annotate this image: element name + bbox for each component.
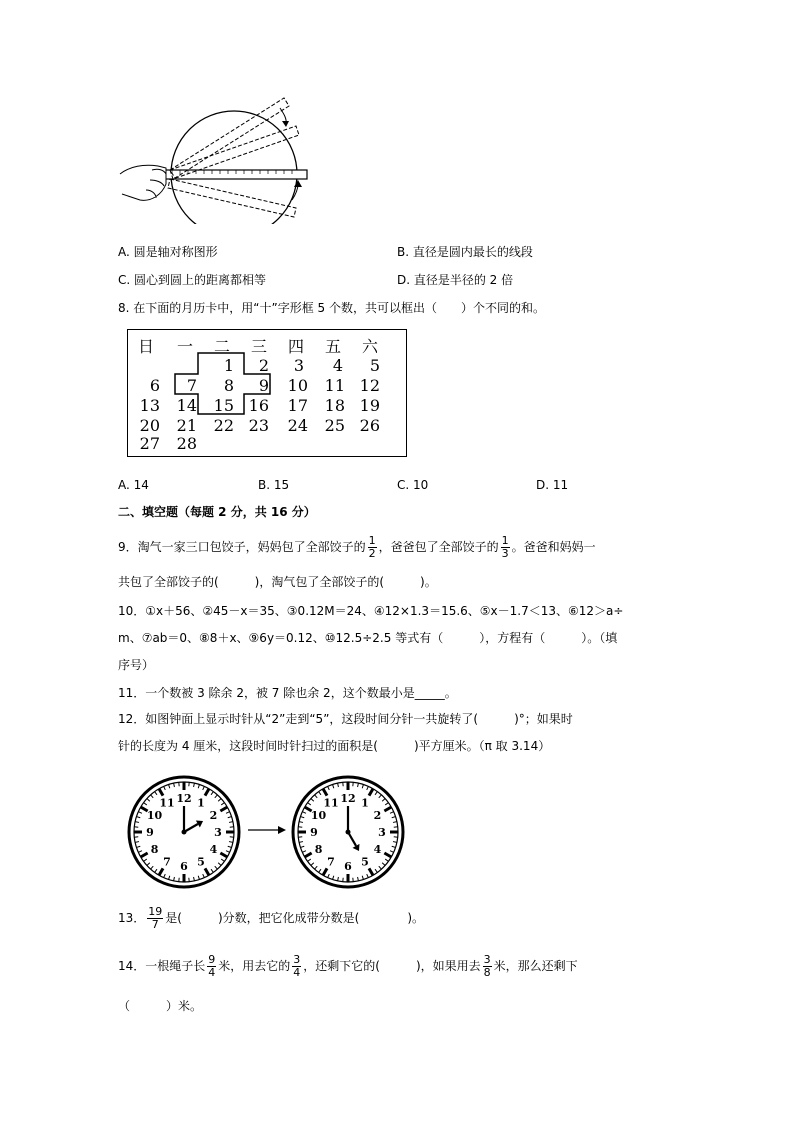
clock-number: 2 xyxy=(373,809,382,822)
q7-option-c: C. 圆心到圆上的距离都相等 xyxy=(118,273,267,287)
q11-question: 11．一个数被 3 除余 2，被 7 除也余 2，这个数最小是_____。 xyxy=(118,686,457,700)
calendar-day: 21 xyxy=(176,416,197,435)
calendar-header-sun: 日 xyxy=(137,337,154,356)
calendar-day: 7 xyxy=(186,376,197,395)
fraction-denominator: 7 xyxy=(151,918,159,931)
calendar-day: 8 xyxy=(223,376,234,395)
calendar-header-wed: 三 xyxy=(250,337,267,356)
calendar-day: 24 xyxy=(287,416,308,435)
clock-number: 11 xyxy=(159,796,175,810)
calendar-day: 20 xyxy=(139,416,160,435)
clock-number: 9 xyxy=(146,826,154,839)
q14-text-part3: ，还剩下它的( )，如果用去 xyxy=(303,959,481,973)
calendar-day: 22 xyxy=(213,416,234,435)
q13-label: 13． xyxy=(118,911,146,925)
fraction xyxy=(147,906,163,931)
fraction xyxy=(292,954,301,979)
clock-face-5oclock xyxy=(290,774,406,890)
clock-center xyxy=(346,830,351,835)
calendar-day: 26 xyxy=(359,416,380,435)
clock-number: 2 xyxy=(209,809,218,822)
q10-line3: 序号） xyxy=(118,658,155,672)
calendar-day: 12 xyxy=(359,376,380,395)
fraction-denominator: 3 xyxy=(501,547,509,560)
calendar-header-sat: 六 xyxy=(361,337,378,356)
calendar-header-tue: 二 xyxy=(213,337,230,356)
clock-number: 6 xyxy=(180,860,188,873)
clock-number: 9 xyxy=(310,826,318,839)
calendar-header-fri: 五 xyxy=(324,337,341,356)
clock-number: 4 xyxy=(209,843,218,856)
q7-option-a: A. 圆是轴对称图形 xyxy=(118,245,218,259)
q10-line2: m、⑦ab＝0、⑧8＋x、⑨6y＝0.12、⑩12.5÷2.5 等式有（ ），方程有（ ）。（填 xyxy=(118,631,618,645)
clock-number: 12 xyxy=(340,792,356,805)
calendar-day: 4 xyxy=(332,356,343,375)
fraction-denominator: 2 xyxy=(368,547,376,560)
calendar-day: 5 xyxy=(369,356,380,375)
q14-text-part4: 米，那么还剩下 xyxy=(493,959,578,973)
q8-option-c: C. 10 xyxy=(397,478,429,492)
calendar-day: 11 xyxy=(324,376,345,395)
q8-question: 8. 在下面的月历卡中，用“十”字形框 5 个数，共可以框出（ ）个不同的和。 xyxy=(118,301,545,315)
clock-number: 4 xyxy=(373,843,382,856)
q8-option-d: D. 11 xyxy=(536,478,569,492)
clock-number: 7 xyxy=(163,855,171,869)
q9-text-part2: ，爸爸包了全部饺子的 xyxy=(378,540,499,554)
calendar-day: 2 xyxy=(258,356,269,375)
calendar-day: 28 xyxy=(176,434,197,453)
q9-line1 xyxy=(118,535,596,560)
fraction-numerator: 1 xyxy=(501,534,509,547)
clock-number: 5 xyxy=(197,855,205,869)
cross-frame xyxy=(128,330,406,456)
calendar-day: 18 xyxy=(324,396,345,415)
q14-text-part2: 米，用去它的 xyxy=(218,959,291,973)
clock-face-2oclock xyxy=(126,774,242,890)
q8-option-b: B. 15 xyxy=(258,478,290,492)
calendar-day: 9 xyxy=(258,376,269,395)
clock-center xyxy=(182,830,187,835)
clock-number: 1 xyxy=(361,796,369,810)
fraction xyxy=(483,954,492,979)
calendar-day: 27 xyxy=(139,434,160,453)
q12-line2: 针的长度为 4 厘米，这段时间时针扫过的面积是( )平方厘米。（π 取 3.14） xyxy=(118,739,551,753)
clock-number: 10 xyxy=(310,809,327,822)
clock-number: 7 xyxy=(327,855,335,869)
clock-number: 5 xyxy=(361,855,369,869)
fraction xyxy=(207,954,216,979)
clock-number: 3 xyxy=(378,826,386,839)
calendar-day: 1 xyxy=(223,356,234,375)
calendar-day: 6 xyxy=(149,376,160,395)
calendar-day: 14 xyxy=(176,396,197,415)
q14-line2: （ ）米。 xyxy=(118,999,203,1013)
section-title: 二、填空题（每题 2 分，共 16 分） xyxy=(118,505,316,519)
clock-number: 10 xyxy=(146,809,163,822)
calendar-card xyxy=(127,329,407,457)
q12-line1: 12．如图钟面上显示时针从“2”走到“5”，这段时间分针一共旋转了( )°；如果时 xyxy=(118,712,573,726)
q13-question xyxy=(118,906,424,931)
fraction-numerator: 19 xyxy=(148,905,163,918)
fraction-denominator: 4 xyxy=(208,966,216,979)
calendar-header-mon: 一 xyxy=(176,337,193,356)
clock-number: 12 xyxy=(176,792,192,805)
calendar-header-thu: 四 xyxy=(287,337,304,356)
calendar-day: 23 xyxy=(248,416,269,435)
calendar-day: 3 xyxy=(293,356,304,375)
fraction xyxy=(501,535,510,560)
q7-option-d: D. 直径是半径的 2 倍 xyxy=(397,273,514,287)
q7-option-b: B. 直径是圆内最长的线段 xyxy=(397,245,533,259)
calendar-day: 19 xyxy=(359,396,380,415)
clock-number: 1 xyxy=(197,796,205,810)
q14-text-part1: 14．一根绳子长 xyxy=(118,959,206,973)
fraction-numerator: 1 xyxy=(368,534,376,547)
calendar-day: 25 xyxy=(324,416,345,435)
fraction-numerator: 9 xyxy=(208,953,216,966)
q9-text-part1: 9．淘气一家三口包饺子，妈妈包了全部饺子的 xyxy=(118,540,366,554)
calendar-day: 13 xyxy=(139,396,160,415)
q9-text-part3: 。爸爸和妈妈一 xyxy=(511,540,596,554)
calendar-day: 15 xyxy=(213,396,234,415)
q9-line2: 共包了全部饺子的( )，淘气包了全部饺子的( )。 xyxy=(118,575,437,589)
fraction-numerator: 3 xyxy=(293,953,301,966)
q14-line1 xyxy=(118,954,578,979)
clock-number: 3 xyxy=(214,826,222,839)
arrow-right-icon xyxy=(246,822,288,838)
q8-option-a: A. 14 xyxy=(118,478,149,492)
q13-text: 是( )分数，把它化成带分数是( )。 xyxy=(165,911,425,925)
fraction xyxy=(368,535,377,560)
calendar-day: 16 xyxy=(248,396,269,415)
circle-ruler-figure xyxy=(112,94,322,224)
fraction-numerator: 3 xyxy=(483,953,491,966)
fraction-denominator: 8 xyxy=(483,966,491,979)
calendar-day: 17 xyxy=(287,396,308,415)
q10-line1: 10．①x＋56、②45－x＝35、③0.12M＝24、④12×1.3＝15.6、⑤x－1.7＜13、⑥12＞a÷ xyxy=(118,604,624,618)
clock-number: 11 xyxy=(323,796,339,810)
clock-number: 6 xyxy=(344,860,352,873)
fraction-denominator: 4 xyxy=(293,966,301,979)
clock-number: 8 xyxy=(314,843,323,856)
clock-number: 8 xyxy=(150,843,159,856)
calendar-day: 10 xyxy=(287,376,308,395)
